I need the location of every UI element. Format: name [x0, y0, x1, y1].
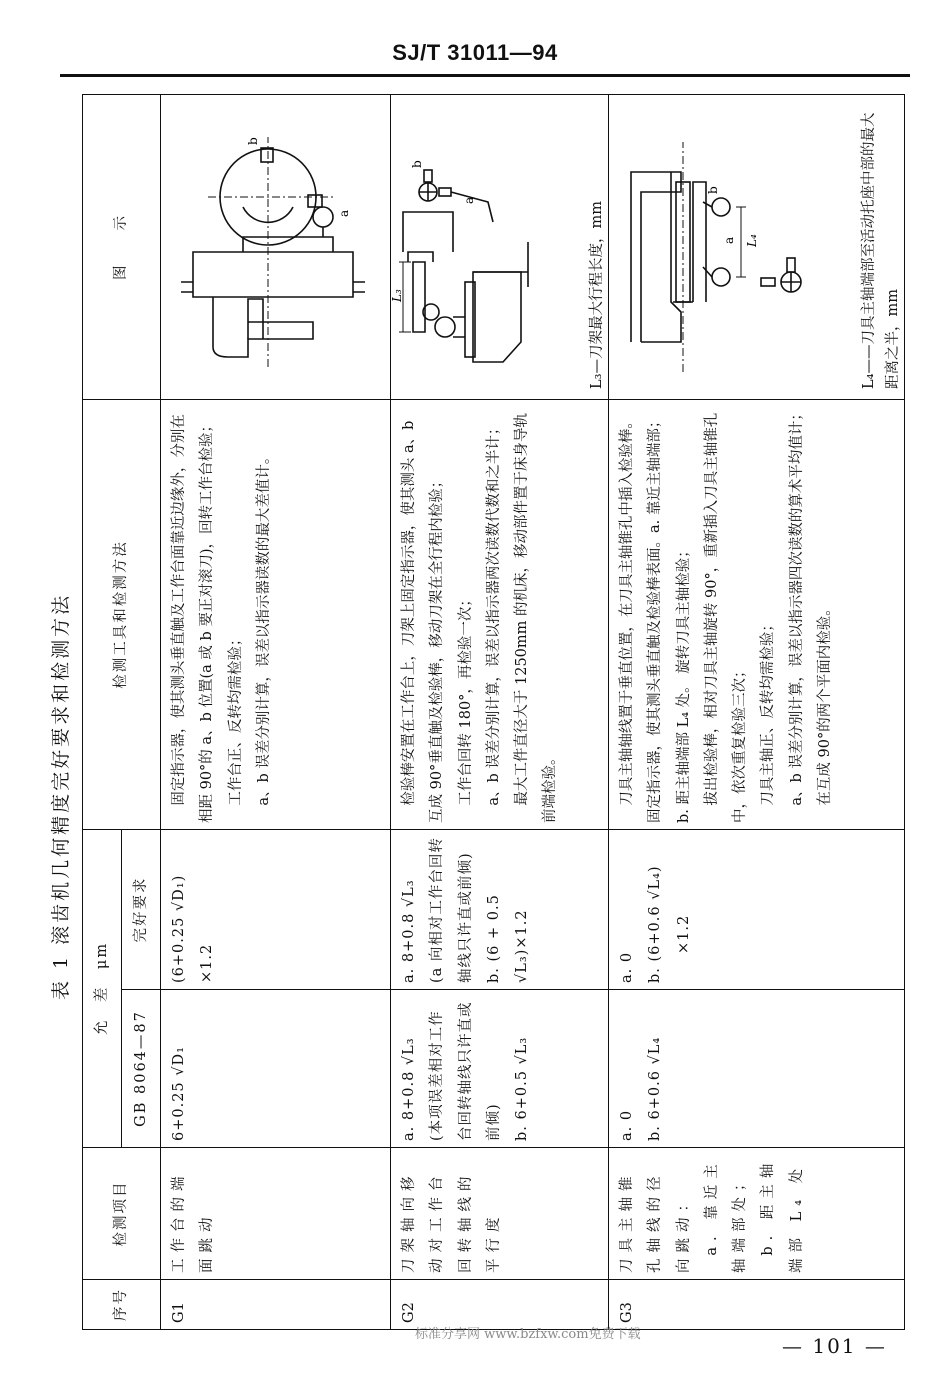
row-req-tolerance: [161, 830, 391, 990]
row-method: [161, 400, 391, 830]
row-item: 刀架轴向移动对工作台回转轴线的平行度: [391, 1148, 609, 1280]
col-header-no: 序号: [83, 1280, 161, 1330]
item-main: 刀具主轴锥孔轴线的径向跳动：: [619, 1170, 692, 1273]
col-header-gb: GB 8064—87: [122, 990, 161, 1148]
col-header-tolerance: 允 差 μm: [83, 830, 122, 1148]
method-paragraph: a、b 误差分别计算，误差以指示器四次读数的算术平均值计；: [788, 406, 805, 806]
item-sub: a. 靠近主轴端部处；: [703, 1158, 749, 1273]
row-gb-tolerance: [609, 990, 905, 1148]
label-l3: L₃: [390, 289, 404, 302]
tool-carriage-parallelism-diagram: [390, 122, 553, 372]
row-item: 工作台的端面跳动: [161, 1148, 391, 1280]
req-line: b. (6 + 0.5 √L₃)×1.2: [485, 894, 531, 983]
req-line: a. 8+0.8 √L₃: [401, 879, 417, 983]
label-a: a: [722, 236, 736, 244]
col-header-req: 完好要求: [122, 830, 161, 990]
figure-caption: L₄——刀具主轴端部至活动托座中部的最大距离之半，mm: [860, 112, 902, 389]
row-method: [609, 400, 905, 830]
footer-watermark: 标准分享网 www.bzfxw.com免费下载: [415, 1327, 641, 1342]
rotated-table-container: [82, 95, 905, 1330]
row-figure: [391, 95, 609, 400]
row-item: [609, 1148, 905, 1280]
col-header-method: 检测工具和检测方法: [83, 400, 161, 830]
col-header-item: 检测项目: [83, 1148, 161, 1280]
label-a: a: [337, 209, 351, 217]
method-paragraph: 最大工件直径大于 1250mm 的机床，移动部件置于床身导轨前端检验。: [514, 412, 559, 823]
req-line: ×1.2: [675, 914, 692, 954]
method-paragraph: 拔出检验棒，相对刀具主轴旋转 90°，重新插入刀具主轴锥孔中，依次重复检验三次；: [703, 412, 749, 823]
label-b: b: [410, 160, 424, 168]
row-req-tolerance: [609, 830, 905, 990]
label-b: b: [706, 186, 720, 194]
table-row-g3: [609, 95, 905, 1330]
method-paragraph: a、b 误差分别计算，误差以指示器读数的最大差值计。: [255, 449, 272, 806]
gb-line: (本项误差相对工作台回转轴线只许直或前倾): [429, 1001, 502, 1141]
method-paragraph: 工作台正、反转均需检验；: [227, 631, 244, 806]
label-l4: L₄: [745, 234, 759, 247]
row-gb-tolerance: [391, 990, 609, 1148]
row-figure: [609, 95, 905, 400]
table-row-g1: [161, 95, 391, 1330]
table-title: 表 1 滚齿机几何精度完好要求和检测方法: [50, 592, 72, 1000]
table-row-g2: [391, 95, 609, 1330]
gb-line: 6+0.25 √D₁: [171, 1046, 187, 1141]
gb-line: b. 6+0.5 √L₃: [514, 1036, 531, 1141]
item-sub: b. 距主轴端部 L₄ 处: [760, 1157, 805, 1273]
method-paragraph: 在互成 90°的两个平面内检验。: [816, 601, 833, 806]
col-header-figure: 图 示: [83, 95, 161, 400]
figure-caption: L₃—刀架最大行程长度，mm: [589, 201, 606, 389]
req-line: ×1.2: [199, 943, 216, 983]
label-a: a: [462, 196, 476, 204]
table-runout-diagram: [173, 127, 373, 367]
row-method: [391, 400, 609, 830]
label-b: b: [246, 137, 260, 145]
row-no: G1: [161, 1280, 391, 1330]
gb-line: a. 0: [619, 1109, 635, 1141]
row-figure: [161, 95, 391, 400]
method-paragraph: a、b 误差分别计算，误差以指示器两次读数代数和之半计；: [485, 420, 502, 806]
req-line: b. (6+0.6 √L₄): [647, 865, 664, 983]
req-line: (a 向相对工作台回转轴线只许直或前倾): [429, 837, 474, 983]
row-no: G2: [391, 1280, 609, 1330]
row-req-tolerance: [391, 830, 609, 990]
method-paragraph: 刀具主轴轴线置于垂直位置，在刀具主轴锥孔中插入检验棒。固定指示器，使其测头垂直触及检验棒表面。a. 靠近主轴端部；b. 距主轴端部 L₄ 处。 旋转刀具主轴检验；: [619, 413, 692, 823]
row-no: G3: [609, 1280, 905, 1330]
req-line: a. 0: [619, 951, 635, 983]
spindle-taper-runout-diagram: [621, 122, 821, 372]
page-number: — 101 —: [782, 1334, 887, 1358]
standard-code-header: SJ/T 31011—94: [392, 40, 558, 65]
method-paragraph: 刀具主轴正、反转均需检验；: [760, 617, 777, 806]
gb-line: a. 8+0.8 √L₃: [401, 1037, 417, 1141]
row-gb-tolerance: [161, 990, 391, 1148]
method-paragraph: 工作台回转 180°，再检验一次；: [457, 592, 474, 806]
precision-spec-table: [82, 94, 905, 1330]
method-paragraph: 检验棒安置在工作台上，刀架上固定指示器，使其测头 a、b 互成 90°垂直触及检验棒，移动刀架在全行程内检验；: [401, 420, 446, 823]
header-rule: [60, 74, 910, 77]
req-line: (6+0.25 √D₁): [171, 874, 187, 983]
method-paragraph: 固定指示器，使其测头垂直触及工作台面靠近边缘外，分别在相距 90°的 a、b 位置(a 或 b 要正对滚刀)，回转工作台检验；: [171, 414, 216, 823]
gb-line: b. 6+0.6 √L₄: [647, 1036, 664, 1141]
